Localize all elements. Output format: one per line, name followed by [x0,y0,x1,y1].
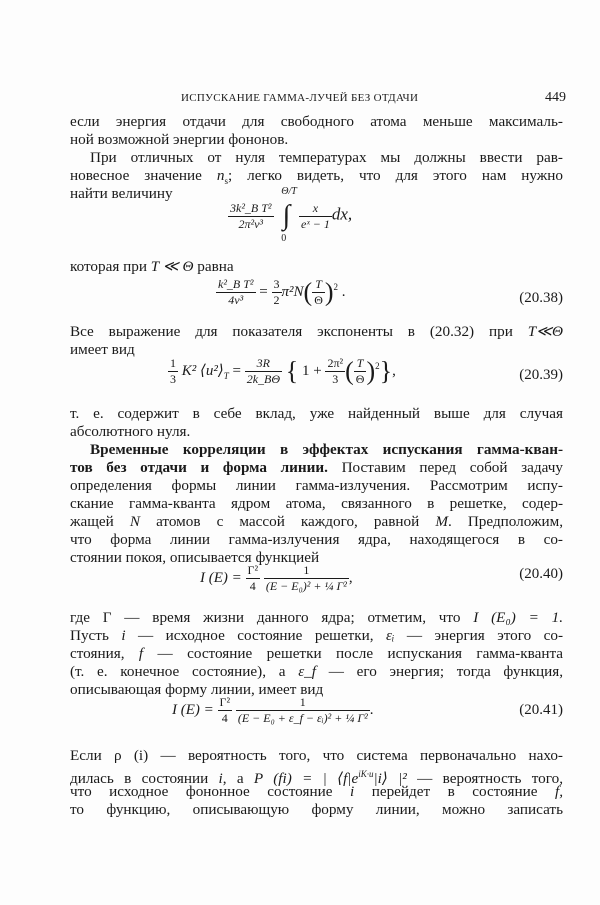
equation-number: (20.41) [519,702,563,718]
text-line: абсолютного нуля. [70,423,191,440]
equation-20-39: $\frac{1}{3}$ K² $⟨u^2⟩_T$ = $\frac{3R}{2k\_B\Theta}$ { 1 + $\frac{\text{2π²}}{3}$ ( $\frac{T}{\Theta}$ )$^2$}, [170,356,396,386]
text: новесное значение [70,167,202,184]
equation-integral: $\frac{\text{3k²\_B T²}}{\text{2π²v³}}$ ∫ Θ/T 0 $\frac{x}{\text{eˣ − 1}}$ dx, [230,186,353,244]
text-line: жащей N атомов с массой каждого, равной M. Предположим, [70,513,564,530]
math-inline: T ≪ Θ [150,258,194,275]
text-line: стоянии покоя, описывается функцией [70,549,320,566]
math-sub: s [224,176,228,187]
text-line: что исходное фононное состояние i перейдет в состояние f, [70,783,564,800]
text-line: если энергия отдачи для свободного атома меньше максималь- [70,113,563,130]
text: ; легко видеть, что для этого нам нужно [228,167,563,184]
equation-20-41: I (E) = $\frac{\text{Γ²}}{4}$ $\frac{1}{\text{(E − E₀ + ε\_f − εᵢ)² + ¼ Γ²}}$ . [172,695,374,725]
page-number: 449 [545,90,566,105]
math-var: n [216,167,225,184]
text-line: Если ρ (i) — вероятность того, что система первоначально нахо- [70,747,563,764]
text-line: Пусть i — исходное состояние решетки, εᵢ — энергия этого со- [70,627,564,644]
fraction: $\frac{x}{\text{eˣ − 1}}$ [301,200,330,231]
text-line: ной возможной энергии фононов. [70,131,289,148]
text-line: тов без отдачи и форма линии. Поставим перед собой задачу [70,459,563,476]
page-header [181,92,566,108]
section-heading: Временные корреляции в эффектах испускания гамма-кван- [90,441,563,458]
equation-20-38: $\frac{\text{k²\_B T²}}{\text{4v³}}$ = $\frac{3}{2}$ π²N( $\frac{T}{\Theta}$ )$^2$ . [218,277,346,307]
text-line: При отличных от нуля температурах мы должны ввести рав- [90,149,563,166]
equation-number: (20.39) [519,367,563,383]
text-line: описывающая форму линии, имеет вид [70,681,324,698]
text-line: то функцию, описывающую форму линии, можно записать [70,801,563,818]
running-head: ИСПУСКАНИЕ ГАММА-ЛУЧЕЙ БЕЗ ОТДАЧИ [181,92,419,104]
text-line: дилась в состоянии i, а P (fi) = | $⟨f|e^{iK\cdot u}|i⟩$ |² — вероятность того, [70,769,563,788]
text-line: имеет вид [70,341,135,358]
text-line: найти величину [70,185,173,202]
text-line: (т. е. конечное состояние), а ε_f — его энергия; тогда функция, [70,663,564,680]
text-line: Все выражение для показателя экспоненты в (20.32) при T≪Θ [70,323,564,340]
text-line: стояния, f — состояние решетки после испускания гамма-кванта [70,645,564,662]
integral-sign: ∫ Θ/T 0 [281,186,297,244]
equation-20-40: I (E) = $\frac{\text{Γ²}}{4}$ $\frac{1}{\text{(E − E₀)² + ¼ Γ²}}$ , [200,563,353,593]
equation-number: (20.40) [519,566,563,582]
text-line: что форма линии гамма-излучения ядра, находящегося в со- [70,531,563,548]
text-line: определения формы линии гамма-излучения. Рассмотрим испу- [70,477,563,494]
text-line: т. е. содержит в себе вклад, уже найденный выше для случая [70,405,563,422]
equation-number: (20.38) [519,290,563,306]
text-line: которая при T ≪ Θ равна [70,258,234,275]
text-line: где Γ — время жизни данного ядра; отметим, что I (E₀) = 1. [70,609,564,626]
text-line: скание гамма-кванта ядром атома, связанного в решетке, содер- [70,495,563,512]
fraction: $\frac{\text{3k²\_B T²}}{\text{2π²v³}}$ [230,200,272,231]
